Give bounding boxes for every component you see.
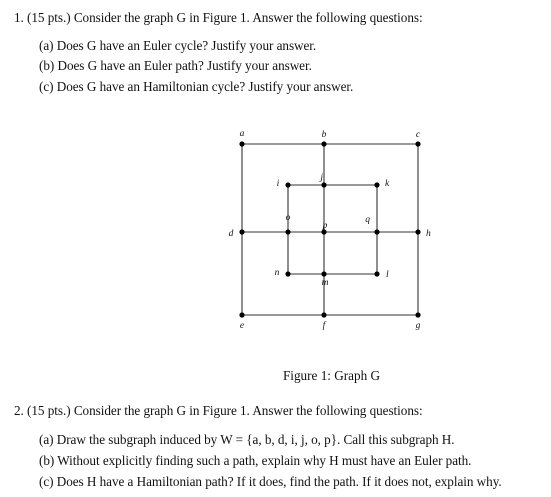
figure-caption <box>0 368 551 383</box>
question-2-part-c: (c) Does H have a Hamiltonian path? If it does, find the path. If it does not, explain why. <box>39 474 502 489</box>
vertex-label-j: j <box>320 173 323 183</box>
vertex-b <box>321 141 326 146</box>
vertex-label-m: m <box>321 278 329 288</box>
vertex-label-h: h <box>426 229 431 239</box>
vertex-label-n: n <box>274 268 280 278</box>
graph-g-diagram <box>220 126 450 344</box>
vertex-label-g: g <box>415 321 421 331</box>
question-1-part-a: (a) Does G have an Euler cycle? Justify your answer. <box>39 38 317 53</box>
question-2-part-b: (b) Without explicitly finding such a path, explain why H must have an Euler path. <box>39 453 472 468</box>
vertex-e <box>239 312 244 317</box>
vertex-m <box>321 271 326 276</box>
vertex-a <box>239 141 244 146</box>
question-1-points: (15 pts.) <box>27 10 71 25</box>
vertex-label-k: k <box>385 179 390 189</box>
vertex-i <box>285 182 290 187</box>
vertex-h <box>415 229 420 234</box>
vertex-k <box>374 182 379 187</box>
question-1-part-b: (b) Does G have an Euler path? Justify your answer. <box>39 58 312 73</box>
vertex-label-c: c <box>415 130 421 140</box>
graph-figure <box>220 126 450 344</box>
question-2-intro: Consider the graph G in Figure 1. Answer the following questions: <box>73 403 423 418</box>
vertex-f <box>321 312 326 317</box>
vertex-label-b: b <box>321 130 327 140</box>
question-1-number: 1. <box>14 10 24 25</box>
figure-caption-text: Figure 1: Graph G <box>282 368 381 383</box>
vertex-g <box>415 312 420 317</box>
question-2-number: 2. <box>14 403 24 418</box>
vertex-label-q: q <box>365 215 370 225</box>
question-2-part-a: (a) Draw the subgraph induced by W = {a, b, d, i, j, o, p}. Call this subgraph H. <box>39 432 455 447</box>
vertex-label-a: a <box>239 129 245 139</box>
vertex-l <box>374 271 379 276</box>
vertex-label-e: e <box>239 321 245 331</box>
vertex-label-f: f <box>322 321 326 331</box>
vertex-q <box>374 229 379 234</box>
question-1-part-c: (c) Does G have an Hamiltonian cycle? Justify your answer. <box>39 79 354 94</box>
vertex-label-l: l <box>386 270 389 280</box>
vertex-label-i: i <box>276 179 280 189</box>
question-2-points: (15 pts.) <box>27 403 71 418</box>
vertex-label-p: p <box>322 221 328 231</box>
question-1-intro: Consider the graph G in Figure 1. Answer the following questions: <box>73 10 423 25</box>
question-1-header <box>14 10 423 25</box>
vertex-o <box>285 229 290 234</box>
vertex-d <box>239 229 244 234</box>
question-2-header <box>14 403 423 418</box>
vertex-label-o: o <box>285 213 291 223</box>
vertex-j <box>321 182 326 187</box>
vertex-label-d: d <box>228 229 234 239</box>
vertex-n <box>285 271 290 276</box>
vertex-c <box>415 141 420 146</box>
